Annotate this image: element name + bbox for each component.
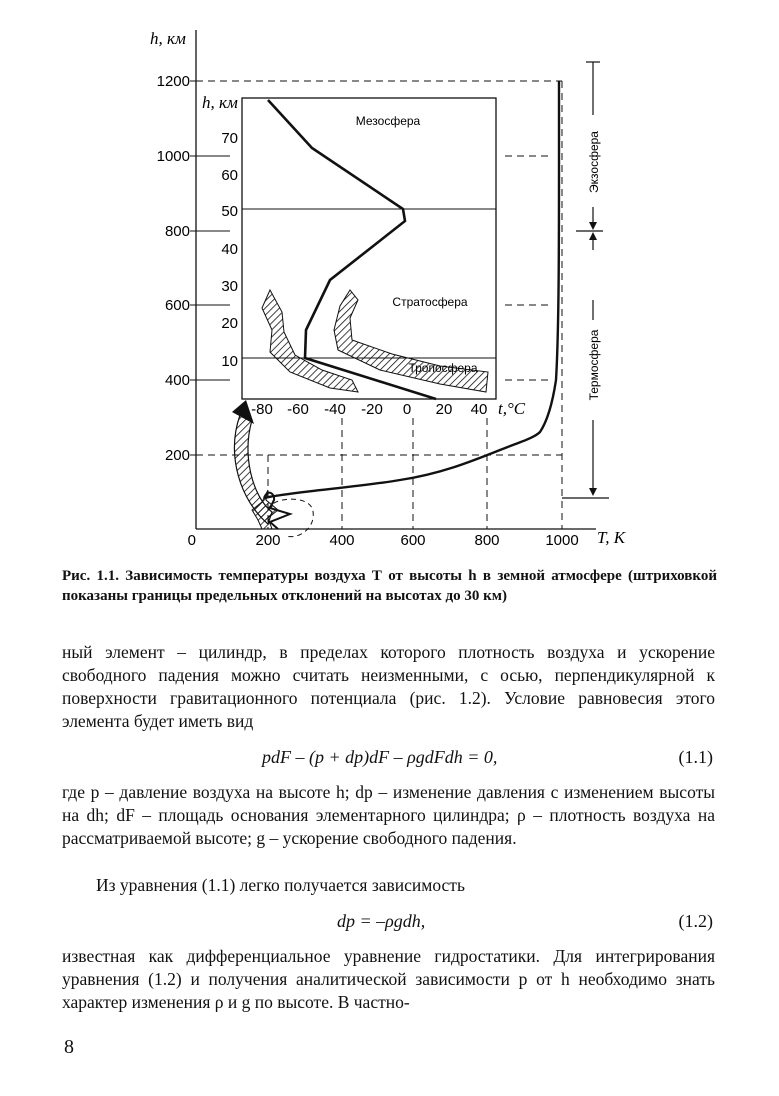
y-tick-1000: 1000 [156,148,190,165]
inset-y-tick-20: 20 [221,315,238,332]
inset-x-tick-0: 0 [402,401,412,418]
page-number: 8 [64,1036,74,1058]
x-tick-1000: 1000 [545,532,579,549]
paragraph-1: ный элемент – цилиндр, в пределах которого плотность воздуха и ускорение свободного падения можно считать неизменными, с осью, перпендикулярной к поверхности гравитационного потенциала (рис. 1.2). Условие равновесия этого элемента будет иметь вид [62,642,715,731]
inset-x-tick-40: 40 [470,401,488,418]
outer-x-axis-label: T, K [597,528,626,547]
zoom-arrow-band [235,415,272,524]
inset-x-tick-20: 20 [435,401,453,418]
y-tick-1200: 1200 [156,73,190,90]
outer-y-axis-label: h, км [150,29,186,48]
y-tick-200: 200 [164,447,190,464]
zone-label-exosphere: Экзосфера [587,131,601,193]
x-tick-600: 600 [400,532,426,549]
x-tick-400: 400 [329,532,355,549]
equation-1-1-formula: pdF – (p + dp)dF – ρgdFdh = 0, [262,747,498,767]
inset-y-tick-40: 40 [221,241,238,258]
x-tick-0: 0 [187,532,196,549]
inset-zone-mesosphere: Мезосфера [355,114,421,128]
inset-x-axis-label: t,°C [498,399,526,418]
zoom-circle [268,499,313,536]
zone-label-thermosphere: Термосфера [587,329,601,401]
y-tick-400: 400 [164,372,190,389]
paragraph-2: где p – давление воздуха на высоте h; dp – изменение давления с изменением высоты на dh; dF – площадь основания элементарного цилиндра; ρ – плотность воздуха на рассматриваемой высоте; g – ускорение свободного падения. [62,782,715,848]
equation-1-2-number: (1.2) [678,911,713,931]
inset-y-tick-30: 30 [221,278,238,295]
equation-1-1 [62,747,715,771]
inset-y-tick-10: 10 [221,353,238,370]
paragraph-3: Из уравнения (1.1) легко получается зависимость [96,875,465,895]
equation-1-1-number: (1.1) [678,747,713,767]
inset-x-tick-m80: -80 [251,401,273,418]
y-tick-600: 600 [164,297,190,314]
inset-zone-troposphere: Тропосфера [408,361,478,375]
inset-x-tick-m40: -40 [324,401,346,418]
y-tick-800: 800 [164,223,190,240]
inset-y-tick-50: 50 [221,203,238,220]
equation-1-2-formula: dp = –ρgdh, [337,911,426,931]
paragraph-4: известная как дифференциальное уравнение гидростатики. Для интегрирования уравнения (1.2) и получения аналитической зависимости p от h необходимо знать характер изменения ρ и g по высоте. В частно- [62,946,715,1012]
inset-y-tick-70: 70 [221,130,238,147]
inset-y-axis-label: h, км [202,93,238,112]
inset-zone-stratosphere: Стратосфера [392,295,468,309]
equation-1-2 [62,911,715,935]
figure-caption: Рис. 1.1. Зависимость температуры воздуха Т от высоты h в земной атмосфере (штриховкой показаны границы предельных отклонений на высотах до 30 км) [62,568,717,604]
x-tick-800: 800 [474,532,500,549]
inset-y-tick-60: 60 [221,167,238,184]
x-tick-200: 200 [255,532,281,549]
inset-x-tick-m60: -60 [287,401,309,418]
inset-x-tick-m20: -20 [361,401,383,418]
